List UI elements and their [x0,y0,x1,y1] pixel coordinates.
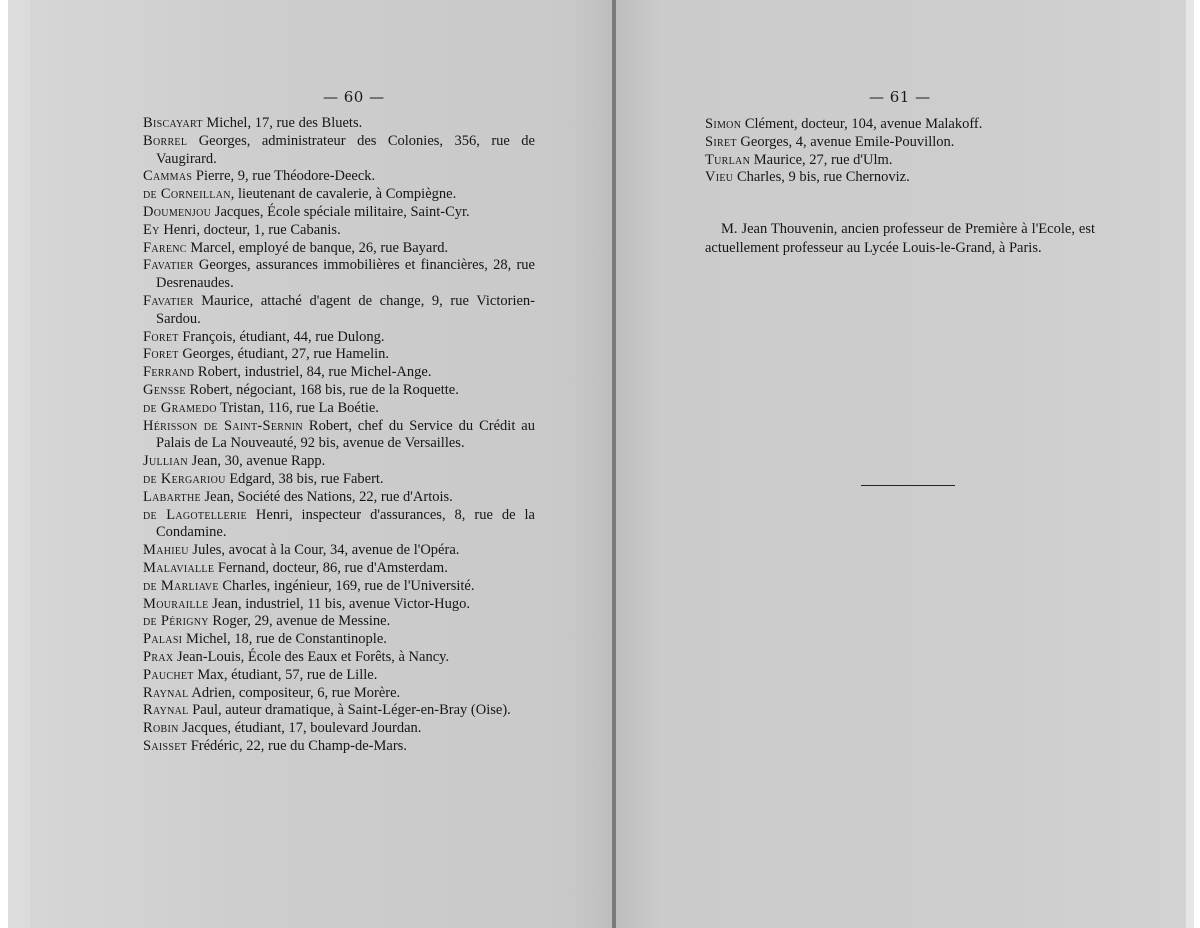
list-item [705,152,1005,170]
entry-details: Marcel, employé de banque, 26, rue Bayard. [186,239,449,256]
entry-surname: Jullian [143,453,188,470]
end-rule [861,485,955,486]
list-item [143,631,535,649]
list-item [143,685,535,703]
entry-surname: Pauchet [143,666,194,683]
entry-surname: Raynal [143,702,189,719]
entry-surname: Hérisson de Saint-Sernin [143,417,303,434]
entry-surname: Labarthe [143,488,201,505]
entry-details: Robert, industriel, 84, rue Michel-Ange. [194,364,432,381]
list-item [143,418,535,454]
entry-surname: Cammas [143,168,193,185]
list-item [143,293,535,329]
entry-surname: Favatier [143,257,194,274]
list-item [143,329,535,347]
entry-details: Jacques, étudiant, 17, boulevard Jourdan. [178,720,422,737]
entry-details: Charles, 9 bis, rue Chernoviz. [733,169,910,186]
list-item [143,453,535,471]
entry-details: , lieutenant de cavalerie, à Compiègne. [230,186,457,203]
entry-details: Jean-Louis, École des Eaux et Forêts, à Nancy. [173,648,450,665]
entry-surname: Siret [705,133,737,150]
list-item [705,169,1005,187]
entry-details: Roger, 29, avenue de Messine. [208,613,391,630]
entry-surname: Saisset [143,737,188,754]
entry-surname: de Gramedo [143,399,217,416]
list-item [143,364,535,382]
list-item [143,613,535,631]
entry-surname: de Périgny [143,613,209,630]
entry-surname: Farenc [143,239,187,256]
list-item [143,204,535,222]
list-item [143,578,535,596]
entry-details: Robert, chef du Service du Crédit au Palais de La Nouveauté, 92 bis, avenue de Versailles. [156,417,535,452]
entry-surname: de Kergariou [143,470,226,487]
entry-details: Jules, avocat à la Cour, 34, avenue de l'Opéra. [188,542,460,559]
list-item [143,257,535,293]
entry-details: Georges, étudiant, 27, rue Hamelin. [178,346,390,363]
entry-surname: Robin [143,720,179,737]
list-item [143,115,535,133]
entry-details: Maurice, attaché d'agent de change, 9, rue Victorien-Sardou. [156,292,535,327]
entry-surname: Ey [143,221,160,238]
entry-details: Jean, industriel, 11 bis, avenue Victor-Hugo. [208,595,470,612]
entry-details: Tristan, 116, rue La Boétie. [216,399,379,416]
entry-surname: Ferrand [143,364,195,381]
list-item [143,702,535,720]
list-item [143,560,535,578]
list-item [143,400,535,418]
entry-details: Max, étudiant, 57, rue de Lille. [193,666,378,683]
entry-details: Paul, auteur dramatique, à Saint-Léger-en-Bray (Oise). [188,702,511,719]
entry-surname: Turlan [705,151,751,168]
entry-surname: Prax [143,648,174,665]
entry-details: Robert, négociant, 168 bis, rue de la Roquette. [185,381,459,398]
list-item [143,667,535,685]
entry-details: Henri, inspecteur d'assurances, 8, rue de la Condamine. [156,506,535,541]
list-item [143,382,535,400]
entry-details: Maurice, 27, rue d'Ulm. [750,151,893,168]
entry-surname: de Lagotellerie [143,506,247,523]
entry-details: Jacques, École spéciale militaire, Saint-Cyr. [211,203,470,220]
page-number: — 60 — [323,88,385,106]
entry-details: Charles, ingénieur, 169, rue de l'Université. [218,577,475,594]
page-number: — 61 — [869,88,931,106]
left-page [8,0,614,928]
directory-list [143,115,535,756]
list-item [143,471,535,489]
list-item [143,596,535,614]
entry-surname: Palasi [143,631,183,648]
entry-details: Frédéric, 22, rue du Champ-de-Mars. [187,737,407,754]
entry-details: Michel, 17, rue des Bluets. [202,115,363,131]
entry-details: Fernand, docteur, 86, rue d'Amsterdam. [214,559,448,576]
entry-details: Georges, administrateur des Colonies, 356, rue de Vaugirard. [156,132,535,167]
list-item [143,346,535,364]
list-item [143,168,535,186]
entry-surname: de Marliave [143,577,219,594]
list-item [143,720,535,738]
list-item [143,186,535,204]
entry-details: Georges, assurances immobilières et financières, 28, rue Desrenaudes. [156,257,535,292]
entry-surname: Biscayart [143,115,203,131]
entry-details: Jean, Société des Nations, 22, rue d'Artois. [200,488,453,505]
entry-surname: Mahieu [143,542,189,559]
right-page [616,0,1194,928]
entry-surname: Favatier [143,292,194,309]
entry-surname: Malavialle [143,559,215,576]
list-item [143,133,535,169]
entry-surname: Vieu [705,169,734,186]
list-item [143,507,535,543]
entry-details: Adrien, compositeur, 6, rue Morère. [188,684,401,701]
list-item [143,489,535,507]
entry-details: Henri, docteur, 1, rue Cabanis. [159,221,341,238]
entry-details: Michel, 18, rue de Constantinople. [182,631,387,648]
entry-surname: Foret [143,346,179,363]
list-item [143,240,535,258]
entry-surname: de Corneillan [143,186,231,203]
entry-details: Edgard, 38 bis, rue Fabert. [225,470,384,487]
entry-surname: Mouraille [143,595,209,612]
list-item [143,222,535,240]
entry-details: Georges, 4, avenue Emile-Pouvillon. [736,133,955,150]
entry-surname: Doumenjou [143,203,212,220]
entry-surname: Foret [143,328,179,345]
list-item [143,542,535,560]
entry-surname: Raynal [143,684,189,701]
entry-details: Clément, docteur, 104, avenue Malakoff. [741,116,983,132]
list-item [705,116,1005,134]
directory-list [705,116,1005,187]
footnote-paragraph: M. Jean Thouvenin, ancien professeur de Première à l'Ecole, est actuellement professeur au Lycée Louis-le-Grand, à Paris. [705,220,1095,256]
list-item [143,738,535,756]
entry-surname: Simon [705,116,742,132]
entry-surname: Borrel [143,132,188,149]
entry-details: Pierre, 9, rue Théodore-Deeck. [192,168,376,185]
entry-details: Jean, 30, avenue Rapp. [187,453,326,470]
entry-details: François, étudiant, 44, rue Dulong. [178,328,385,345]
list-item [705,134,1005,152]
list-item [143,649,535,667]
entry-surname: Gensse [143,381,186,398]
